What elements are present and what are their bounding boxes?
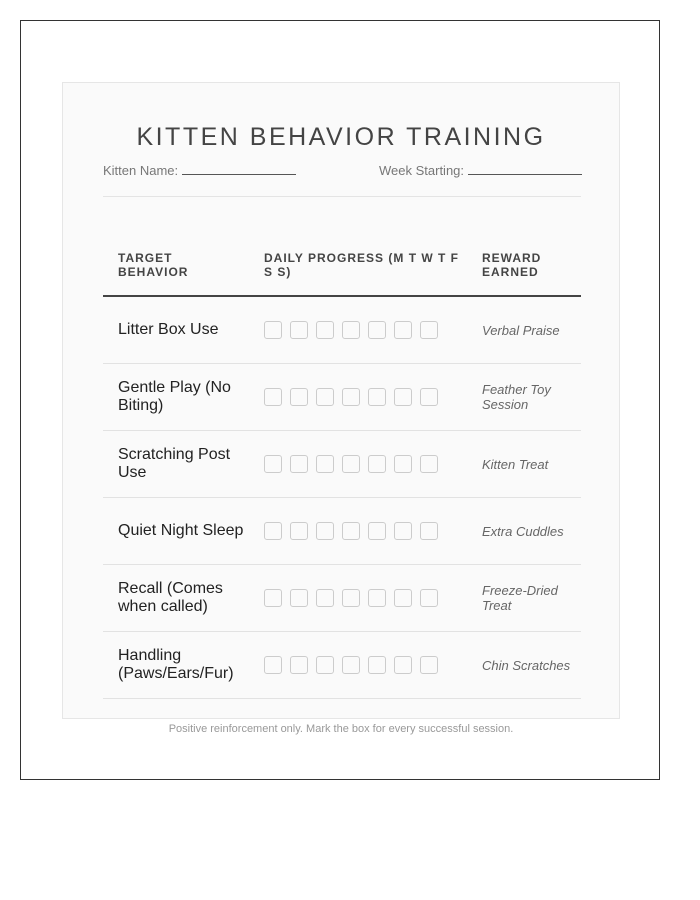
header-daily-progress: DAILY PROGRESS (M T W T F S S)	[264, 251, 460, 279]
day-checkbox[interactable]	[264, 656, 282, 674]
page-title: KITTEN BEHAVIOR TRAINING	[136, 123, 546, 151]
week-starting-blank[interactable]	[468, 162, 582, 175]
behavior-label: Gentle Play (No Biting)	[118, 379, 231, 414]
day-checkbox[interactable]	[264, 589, 282, 607]
day-checkbox[interactable]	[290, 455, 308, 473]
day-checkbox[interactable]	[420, 455, 438, 473]
daily-checkboxes	[264, 388, 446, 406]
day-checkbox[interactable]	[342, 522, 360, 540]
behavior-label: Litter Box Use	[118, 321, 219, 338]
daily-checkboxes	[264, 656, 446, 674]
daily-checkboxes	[264, 522, 446, 540]
table-row	[103, 431, 581, 498]
behavior-label: Scratching Post Use	[118, 446, 231, 481]
day-checkbox[interactable]	[290, 589, 308, 607]
week-starting-field	[379, 162, 582, 178]
day-checkbox[interactable]	[264, 522, 282, 540]
day-checkbox[interactable]	[342, 388, 360, 406]
reward-label: Chin Scratches	[482, 658, 571, 673]
day-checkbox[interactable]	[368, 455, 386, 473]
behavior-label: Handling (Paws/Ears/Fur)	[118, 647, 234, 682]
header-reward-earned: REWARD EARNED	[482, 251, 542, 279]
day-checkbox[interactable]	[316, 388, 334, 406]
table-row	[103, 565, 581, 632]
table-row	[103, 498, 581, 565]
behavior-label: Quiet Night Sleep	[118, 522, 244, 539]
day-checkbox[interactable]	[264, 388, 282, 406]
daily-checkboxes	[264, 455, 446, 473]
table-header	[103, 251, 581, 297]
day-checkbox[interactable]	[342, 656, 360, 674]
kitten-name-label: Kitten Name:	[103, 163, 179, 178]
header-target-behavior: TARGET BEHAVIOR	[118, 251, 189, 279]
day-checkbox[interactable]	[264, 321, 282, 339]
document-frame	[20, 20, 660, 780]
reward-label: Verbal Praise	[482, 323, 560, 338]
reward-label: Feather Toy Session	[482, 382, 551, 412]
behavior-label: Recall (Comes when called)	[118, 580, 223, 615]
reward-label: Kitten Treat	[482, 457, 549, 472]
day-checkbox[interactable]	[394, 388, 412, 406]
kitten-name-field	[103, 162, 296, 178]
day-checkbox[interactable]	[290, 522, 308, 540]
daily-checkboxes	[264, 321, 446, 339]
day-checkbox[interactable]	[290, 321, 308, 339]
day-checkbox[interactable]	[394, 321, 412, 339]
day-checkbox[interactable]	[316, 589, 334, 607]
week-starting-label: Week Starting:	[379, 163, 465, 178]
day-checkbox[interactable]	[316, 455, 334, 473]
day-checkbox[interactable]	[420, 321, 438, 339]
day-checkbox[interactable]	[264, 455, 282, 473]
day-checkbox[interactable]	[420, 589, 438, 607]
day-checkbox[interactable]	[368, 321, 386, 339]
day-checkbox[interactable]	[316, 656, 334, 674]
day-checkbox[interactable]	[342, 321, 360, 339]
day-checkbox[interactable]	[316, 522, 334, 540]
day-checkbox[interactable]	[394, 589, 412, 607]
day-checkbox[interactable]	[316, 321, 334, 339]
day-checkbox[interactable]	[368, 522, 386, 540]
table-row	[103, 297, 581, 364]
table-row	[103, 364, 581, 431]
training-sheet	[62, 82, 620, 719]
header-divider	[103, 196, 581, 197]
kitten-name-blank[interactable]	[182, 162, 296, 175]
day-checkbox[interactable]	[420, 388, 438, 406]
day-checkbox[interactable]	[420, 522, 438, 540]
day-checkbox[interactable]	[368, 589, 386, 607]
day-checkbox[interactable]	[368, 388, 386, 406]
day-checkbox[interactable]	[342, 455, 360, 473]
day-checkbox[interactable]	[342, 589, 360, 607]
reward-label: Extra Cuddles	[482, 524, 564, 539]
day-checkbox[interactable]	[420, 656, 438, 674]
table-body	[103, 297, 581, 699]
day-checkbox[interactable]	[368, 656, 386, 674]
reward-label: Freeze-Dried Treat	[482, 583, 558, 613]
day-checkbox[interactable]	[290, 388, 308, 406]
day-checkbox[interactable]	[394, 522, 412, 540]
table-row	[103, 632, 581, 699]
footer-note: Positive reinforcement only. Mark the box for every successful session.	[168, 723, 514, 735]
day-checkbox[interactable]	[394, 455, 412, 473]
behavior-table	[103, 251, 581, 699]
day-checkbox[interactable]	[394, 656, 412, 674]
daily-checkboxes	[264, 589, 446, 607]
day-checkbox[interactable]	[290, 656, 308, 674]
